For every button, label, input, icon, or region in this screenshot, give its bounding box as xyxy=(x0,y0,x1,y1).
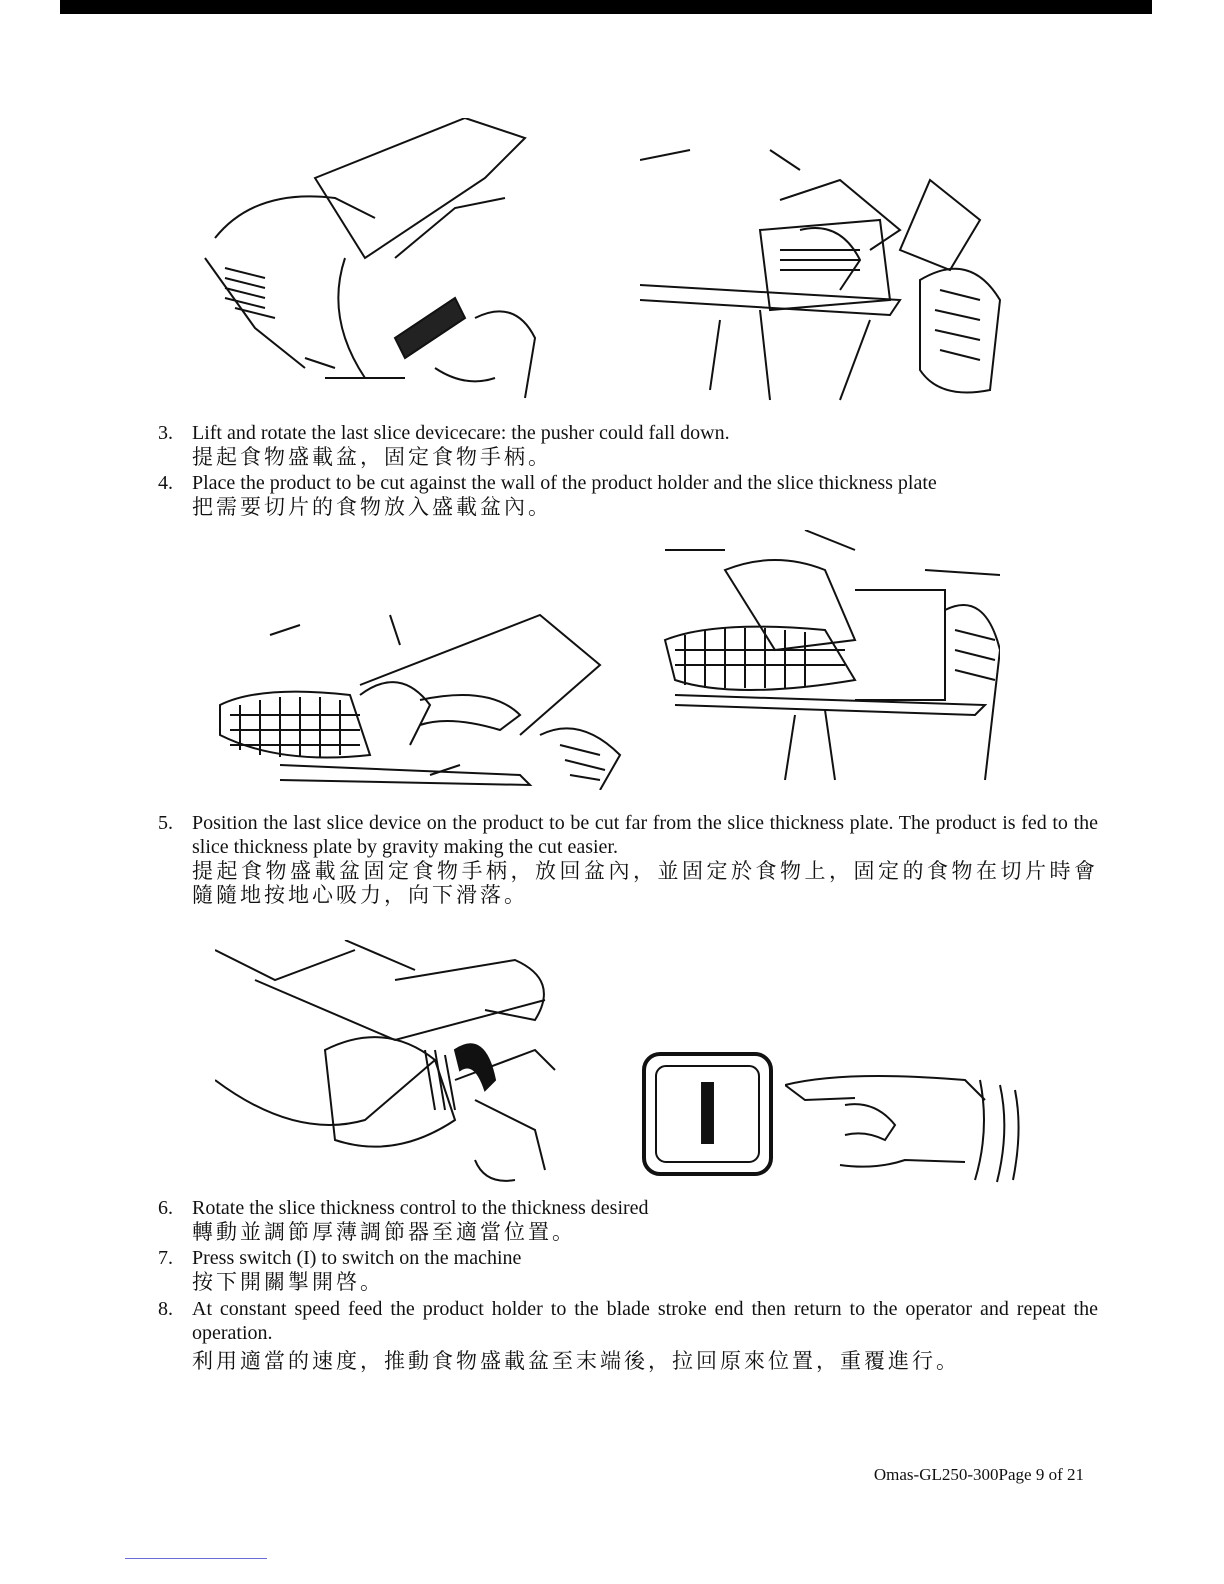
step-text-zh: 把需要切片的食物放入盛載盆內。 xyxy=(192,495,552,519)
step-text-zh: 按下開關掣開啓。 xyxy=(192,1270,384,1294)
step-number: 5. xyxy=(158,812,173,834)
step-number: 6. xyxy=(158,1197,173,1219)
switch-button[interactable] xyxy=(640,1050,775,1178)
step-text-zh: 轉動並調節厚薄調節器至適當位置。 xyxy=(192,1220,576,1244)
step-text-en: Place the product to be cut against the wall of the product holder and the slice thickness plate xyxy=(192,472,937,494)
top-border-bar xyxy=(60,0,1152,14)
illustration-lift-pusher xyxy=(195,118,575,403)
step-text-en: At constant speed feed the product holder to the blade stroke end then return to the operator and repeat the operation. xyxy=(192,1298,1098,1344)
step-number: 3. xyxy=(158,422,173,444)
step-text-zh: 提起食物盛載盆，固定食物手柄。 xyxy=(192,445,552,469)
step-8 xyxy=(158,1297,1098,1373)
step-6 xyxy=(158,1196,1098,1244)
illustration-thickness-control xyxy=(215,940,580,1185)
switch-label: I xyxy=(694,1064,720,1164)
step-text-zh: 提起食物盛載盆固定食物手柄，放回盆內，並固定於食物上，固定的食物在切片時會隨隨地按地心吸力，向下滑落。 xyxy=(192,859,1098,907)
step-3 xyxy=(158,421,1098,469)
step-text-en: Press switch (I) to switch on the machine xyxy=(192,1247,522,1269)
illustration-product-holder xyxy=(200,605,625,790)
page-footer: Omas-GL250-300Page 9 of 21 xyxy=(873,1465,1084,1484)
illustration-pusher-side xyxy=(640,140,1010,410)
step-number: 4. xyxy=(158,472,173,494)
step-text-en: Lift and rotate the last slice devicecare: the pusher could fall down. xyxy=(192,422,730,444)
step-number: 7. xyxy=(158,1247,173,1269)
step-7 xyxy=(158,1246,1098,1294)
step-number: 8. xyxy=(158,1298,173,1320)
step-4 xyxy=(158,471,1098,519)
illustration-product-side xyxy=(655,530,1000,785)
step-text-en: Rotate the slice thickness control to the thickness desired xyxy=(192,1197,649,1219)
step-text-zh: 利用適當的速度，推動食物盛載盆至末端後，拉回原來位置，重覆進行。 xyxy=(192,1349,960,1373)
step-5 xyxy=(158,811,1098,907)
step-text-en: Position the last slice device on the product to be cut far from the slice thickness plate. The product is fed to the slice thickness plate by gravity making the cut easier. xyxy=(192,812,1098,858)
illustration-pointing-hand xyxy=(785,1070,1025,1185)
footer-rule xyxy=(125,1558,267,1559)
